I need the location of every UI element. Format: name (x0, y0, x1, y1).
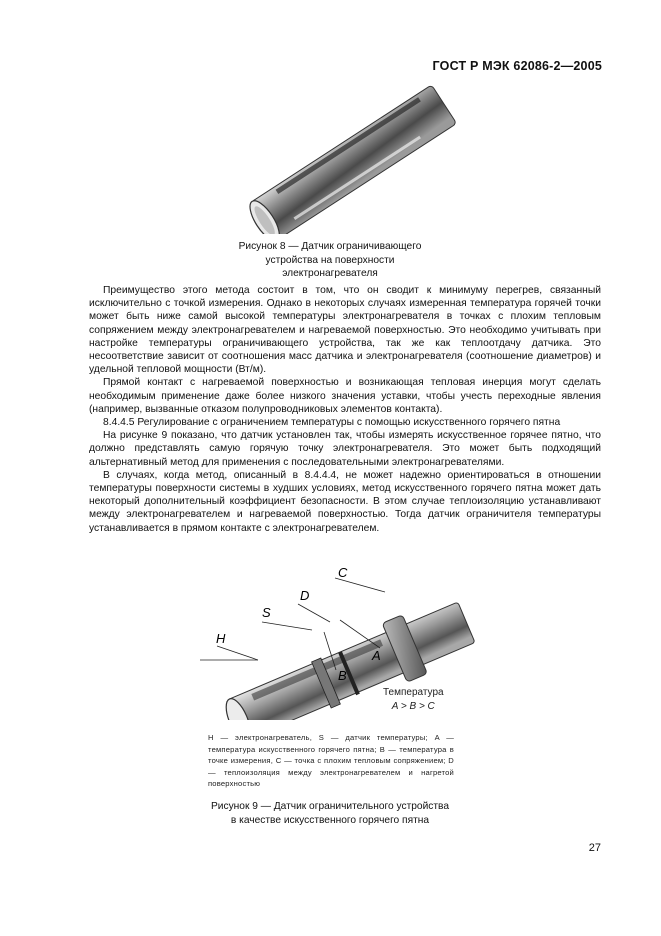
standard-designation: ГОСТ Р МЭК 62086-2—2005 (432, 59, 602, 73)
paragraph: Прямой контакт с нагреваемой поверхностью и возникающая тепловая инерция могут сделать необходимым применение даже более низкого значения уставки, чтобы учесть переходные явления (например, вызванные отказом полупроводниковых элементов контакта). (89, 377, 601, 415)
body-text (89, 284, 601, 535)
page-number: 27 (588, 842, 601, 854)
figure-9-temperature-legend: Температура A > B > C (383, 687, 444, 712)
label-b: B (338, 668, 347, 683)
figure-9-key: H — электронагреватель, S — датчик температуры; A — температура искусственного горячего пятна; B — температура в точке измерения, C — точка с плохим тепловым сопряжением; D — теплоизоляция между электронагревателем и нагретой поверхностью (208, 733, 454, 789)
figure-8-caption: Рисунок 8 — Датчик ограничивающего устройства на поверхности электронагревателя (238, 241, 422, 279)
figure-8-tube-image (230, 84, 460, 234)
label-h: H (216, 631, 226, 646)
figure-9-hot-spot-image (200, 560, 490, 720)
paragraph: На рисунке 9 показано, что датчик установлен так, чтобы измерять искусственное горячее пятно, что должно представлять самую горячую точку электронагревателя. Это может быть подходящий альтернативный метод для применения с последовательными электронагревателями. (89, 430, 601, 468)
paragraph: В случаях, когда метод, описанный в 8.4.4.4, не может надежно ориентироваться в отношении температуры поверхности системы в худших условиях, метод искусственного горячего пятна может дать некоторый дополнительный коэффициент безопасности. В этом случае теплоизоляцию устанавливают между электронагревателем и нагреваемой поверхностью. Тогда датчик ограничителя температуры устанавливается в прямом контакте с электронагревателем. (89, 469, 601, 534)
label-d: D (300, 588, 310, 603)
paragraph: Преимущество этого метода состоит в том, что он сводит к минимуму перегрев, связанный исключительно с точкой измерения. Однако в некоторых случаях измеренная температура горячей точки может быть ниже самой высокой температуры электронагревателя в точках с плохим тепловым сопряжением между электронагревателем и нагреваемой поверхностью. Это необходимо учитывать при настройке температуры ограничивающего устройства, так же как теплоотдачу датчика. Это несоответствие зависит от соотношения масс датчика и электронагревателя (соотношение диаметров) и удельной тепловой мощности (Вт/м). (89, 285, 601, 376)
label-a: A (372, 648, 381, 663)
label-c: C (338, 565, 348, 580)
label-s: S (262, 605, 271, 620)
section-heading: 8.4.4.5 Регулирование с ограничением температуры с помощью искусственного горячего пятна (103, 417, 561, 429)
figure-9-caption: Рисунок 9 — Датчик ограничительного устройства в качестве искусственного горячего пятна (211, 801, 449, 826)
